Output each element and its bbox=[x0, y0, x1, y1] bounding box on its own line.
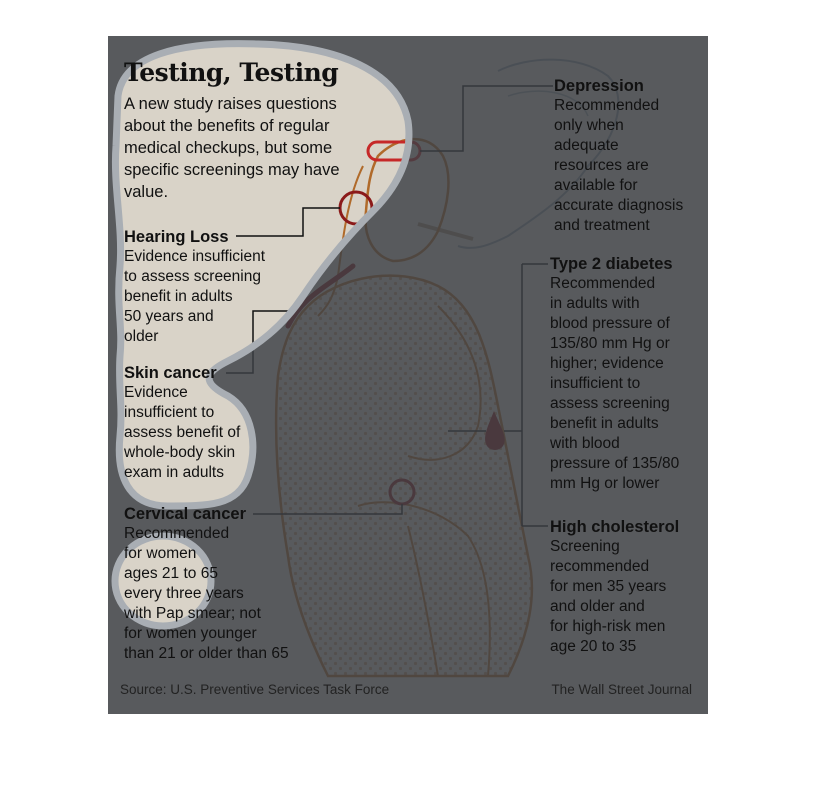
source-note: Source: U.S. Preventive Services Task Force bbox=[120, 682, 390, 697]
infographic-title: Testing, Testing bbox=[124, 58, 339, 87]
depression-heading: Depression bbox=[554, 77, 644, 95]
cervical-cancer-heading: Cervical cancer bbox=[124, 505, 247, 523]
hearing-loss-heading: Hearing Loss bbox=[124, 228, 229, 246]
high-cholesterol-heading: High cholesterol bbox=[550, 518, 680, 536]
intro-text: A new study raises questions about the benefits of regular medical checkups, but some specific screenings may have value. bbox=[124, 95, 340, 201]
publisher-credit: The Wall Street Journal bbox=[551, 682, 692, 697]
high-cholesterol-block: High cholesterol Screening recommended for men 35 years and older and for high-risk men age 20 to 35 bbox=[550, 517, 705, 657]
skin-cancer-heading: Skin cancer bbox=[124, 364, 217, 382]
skin-cancer-block: Skin cancer Evidence insufficient to assess benefit of whole-body skin exam in adults bbox=[124, 363, 284, 483]
depression-block: Depression Recommended only when adequate resources are available for accurate diagnosis and treatment bbox=[554, 76, 704, 236]
cervical-cancer-block: Cervical cancer Recommended for women ages 21 to 65 every three years with Pap smear; not for women younger than 21 or older than 65 bbox=[124, 504, 324, 664]
hearing-loss-block: Hearing Loss Evidence insufficient to assess screening benefit in adults 50 years and older bbox=[124, 227, 294, 347]
infographic-panel bbox=[108, 36, 708, 714]
type2-diabetes-heading: Type 2 diabetes bbox=[550, 255, 673, 273]
type2-diabetes-block: Type 2 diabetes Recommended in adults with blood pressure of 135/80 mm Hg or higher; evidence insufficient to assess screening benefit in adults with blood pressure of 135/80 mm Hg or lower bbox=[550, 254, 705, 494]
